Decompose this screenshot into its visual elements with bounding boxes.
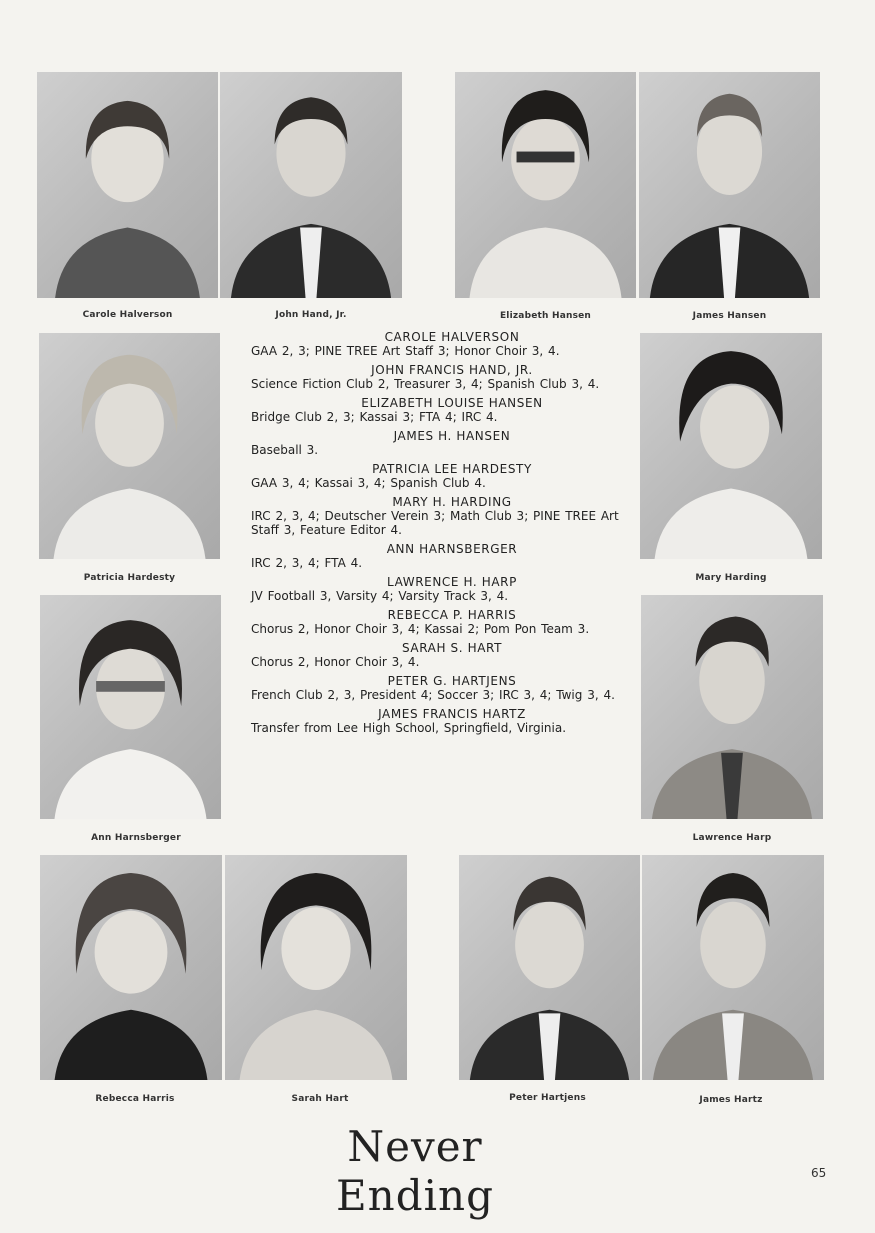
portrait-caption: Carole Halverson xyxy=(82,310,173,320)
bio-text: Bridge Club 2, 3; Kassai 3; FTA 4; IRC 4. xyxy=(251,410,498,424)
student-bio xyxy=(251,674,623,702)
student-bio xyxy=(251,707,623,735)
portrait-photo xyxy=(39,333,220,559)
bio-name: JAMES H. HANSEN xyxy=(393,429,511,443)
portrait-caption: James Hartz xyxy=(699,1095,763,1105)
portrait-caption: James Hansen xyxy=(692,311,767,321)
portrait-photo xyxy=(220,72,402,298)
portrait-photo xyxy=(641,595,823,819)
bio-text: GAA 3, 4; Kassai 3, 4; Spanish Club 4. xyxy=(251,476,486,490)
bio-name: JOHN FRANCIS HAND, JR. xyxy=(371,363,533,377)
bio-name: PATRICIA LEE HARDESTY xyxy=(372,462,532,476)
student-bio xyxy=(251,462,623,490)
bio-text: IRC 2, 3, 4; FTA 4. xyxy=(251,556,363,570)
portrait-photo xyxy=(639,72,820,298)
portrait-photo xyxy=(40,595,221,819)
portrait-caption: John Hand, Jr. xyxy=(275,310,347,320)
student-bio xyxy=(251,330,623,358)
bio-name: LAWRENCE H. HARP xyxy=(387,575,517,589)
bio-name: CAROLE HALVERSON xyxy=(384,330,520,344)
student-bio xyxy=(251,641,623,669)
portrait-caption: Peter Hartjens xyxy=(509,1093,586,1103)
student-bio xyxy=(251,495,623,537)
student-bio xyxy=(251,608,623,636)
portrait-photo xyxy=(642,855,824,1080)
bio-text: Chorus 2, Honor Choir 3, 4; Kassai 2; Pom Pon Team 3. xyxy=(251,622,590,636)
portrait-caption: Patricia Hardesty xyxy=(83,573,176,583)
portrait-photo xyxy=(40,855,222,1080)
portrait-caption: Sarah Hart xyxy=(291,1094,349,1104)
portrait-photo xyxy=(640,333,822,559)
bio-name: JAMES FRANCIS HARTZ xyxy=(378,707,526,721)
portrait-photo xyxy=(455,72,636,298)
bio-name: ELIZABETH LOUISE HANSEN xyxy=(361,396,543,410)
portrait-photo xyxy=(37,72,218,298)
bio-text: GAA 2, 3; PINE TREE Art Staff 3; Honor Choir 3, 4. xyxy=(251,344,560,358)
portrait-caption: Elizabeth Hansen xyxy=(499,311,592,321)
page-title: Never Ending xyxy=(336,1122,494,1220)
portrait-photo xyxy=(225,855,407,1080)
bio-text: Transfer from Lee High School, Springfield, Virginia. xyxy=(251,721,567,735)
portrait-caption: Lawrence Harp xyxy=(692,833,772,843)
bio-text: French Club 2, 3, President 4; Soccer 3; IRC 3, 4; Twig 3, 4. xyxy=(251,688,615,702)
bio-text: Chorus 2, Honor Choir 3, 4. xyxy=(251,655,420,669)
bio-name: REBECCA P. HARRIS xyxy=(387,608,517,622)
student-bio xyxy=(251,429,623,457)
bio-name: ANN HARNSBERGER xyxy=(386,542,518,556)
portrait-photo xyxy=(459,855,640,1080)
bio-text: Science Fiction Club 2, Treasurer 3, 4; Spanish Club 3, 4. xyxy=(251,377,600,391)
bio-name: MARY H. HARDING xyxy=(392,495,512,509)
student-bio xyxy=(251,542,623,570)
bio-name: SARAH S. HART xyxy=(401,641,503,655)
student-bio xyxy=(251,363,623,391)
bio-text: IRC 2, 3, 4; Deutscher Verein 3; Math Club 3; PINE TREE Art Staff 3, Feature Editor 4. xyxy=(251,509,619,537)
page-number: 65 xyxy=(811,1166,827,1180)
bio-text: JV Football 3, Varsity 4; Varsity Track 3, 4. xyxy=(251,589,509,603)
student-bios xyxy=(251,330,623,740)
student-bio xyxy=(251,396,623,424)
portrait-caption: Rebecca Harris xyxy=(95,1094,175,1104)
portrait-caption: Ann Harnsberger xyxy=(91,833,181,843)
bio-name: PETER G. HARTJENS xyxy=(387,674,517,688)
student-bio xyxy=(251,575,623,603)
portrait-caption: Mary Harding xyxy=(695,573,767,583)
bio-text: Baseball 3. xyxy=(251,443,319,457)
